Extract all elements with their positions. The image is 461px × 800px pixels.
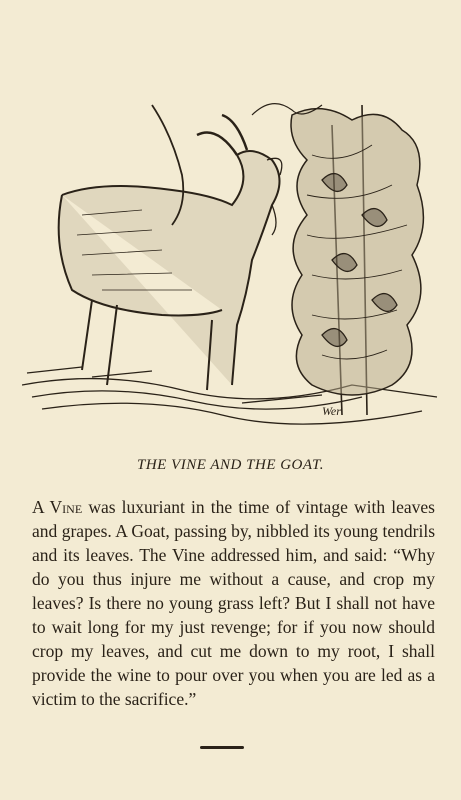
fable-body: was luxuriant in the time of vintage with leaves and grapes. A Goat, passing by, nibbled its young tendrils and its leaves. The Vine addressed him, and said: “Why do you thus injure me without a cause, and crop my leaves? Is there no young grass left? But I shall not have to wait long for my just revenge; for if you now should crop my leaves, and cut me down to my root, I shall provide the wine to pour over you when you are led as a victim to the sacrifice.”	[32, 497, 435, 709]
engraver-signature: Wer	[322, 404, 341, 418]
fable-lead-word: A Vine	[32, 497, 83, 517]
vine-and-goat-engraving	[22, 85, 442, 430]
fable-title: THE VINE AND THE GOAT.	[137, 457, 324, 473]
end-ornament-rule	[200, 746, 244, 749]
fable-text	[32, 495, 435, 711]
